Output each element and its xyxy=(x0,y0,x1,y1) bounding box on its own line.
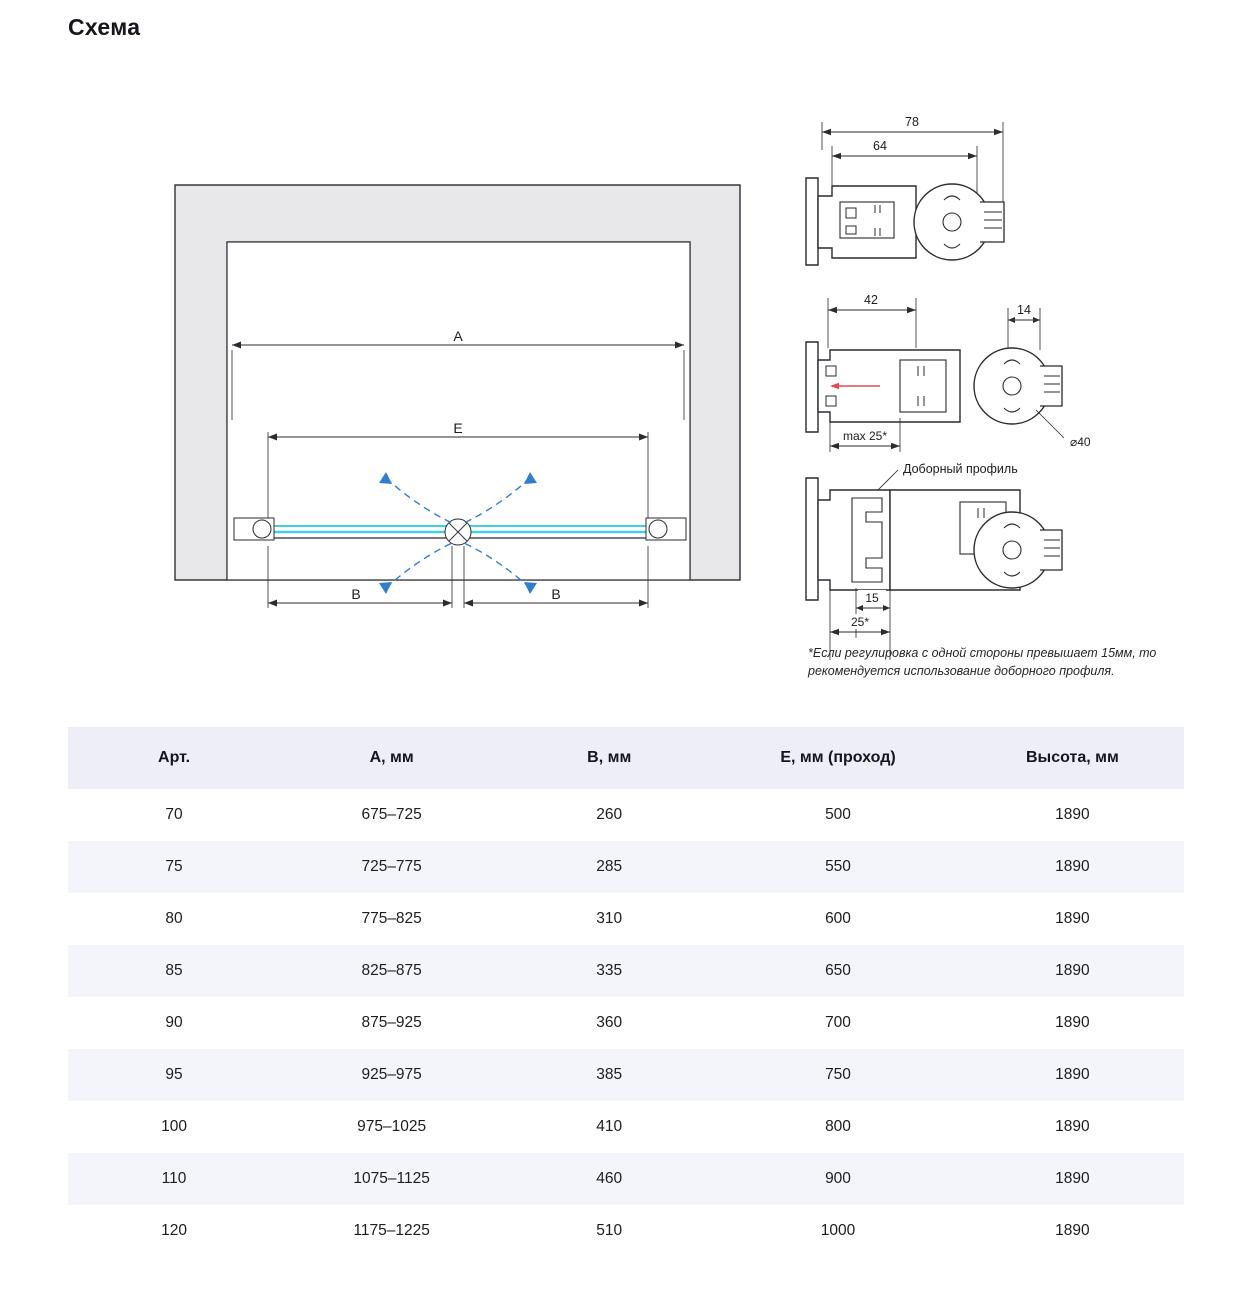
p2-max-arrow-r-icon xyxy=(891,443,900,449)
table-row xyxy=(68,893,1184,945)
cell-height: 1890 xyxy=(961,1101,1184,1153)
br-arrow-right-icon xyxy=(639,600,648,607)
p3-wall-strip xyxy=(806,478,818,600)
p2-wall-strip xyxy=(806,342,818,432)
col-header-e: E, мм (проход) xyxy=(715,727,961,789)
callout-dobornyy-profil: Доборный профиль xyxy=(903,462,1018,476)
cell-height: 1890 xyxy=(961,893,1184,945)
p2-dia-leader xyxy=(1036,410,1064,438)
spec-table xyxy=(68,727,1184,1257)
schema-diagram xyxy=(0,60,1260,700)
col-header-height: Высота, мм xyxy=(961,727,1184,789)
table-row xyxy=(68,945,1184,997)
p1-64-arrow-l-icon xyxy=(832,153,841,159)
p1-78-arrow-l-icon xyxy=(822,129,831,135)
cell-art: 75 xyxy=(68,841,280,893)
dim-14: 14 xyxy=(1017,303,1031,317)
cell-b: 360 xyxy=(503,997,715,1049)
p3-25-arrow-l-icon xyxy=(830,629,839,635)
cell-a: 675–725 xyxy=(280,789,503,841)
col-header-a: A, мм xyxy=(280,727,503,789)
cell-a: 1075–1125 xyxy=(280,1153,503,1205)
dim-78: 78 xyxy=(905,115,919,129)
p2-14-arrow-l-icon xyxy=(1008,317,1015,323)
cell-art: 120 xyxy=(68,1205,280,1257)
cell-b: 335 xyxy=(503,945,715,997)
dim-64: 64 xyxy=(873,139,887,153)
cell-b: 260 xyxy=(503,789,715,841)
p2-42-arrow-r-icon xyxy=(907,307,916,313)
table-row xyxy=(68,789,1184,841)
cell-height: 1890 xyxy=(961,1049,1184,1101)
cell-b: 385 xyxy=(503,1049,715,1101)
p2-max-arrow-l-icon xyxy=(830,443,839,449)
cell-height: 1890 xyxy=(961,841,1184,893)
right-roller-icon xyxy=(649,520,667,538)
label-b-left: B xyxy=(351,586,361,602)
table-row xyxy=(68,1049,1184,1101)
cell-art: 70 xyxy=(68,789,280,841)
page-title: Схема xyxy=(68,14,141,40)
p3-15-arrow-r-icon xyxy=(883,605,890,611)
profile-bottom-view xyxy=(806,462,1062,660)
cell-a: 975–1025 xyxy=(280,1101,503,1153)
profile-middle-view xyxy=(806,292,1091,452)
cell-a: 925–975 xyxy=(280,1049,503,1101)
left-roller-icon xyxy=(253,520,271,538)
p1-64-arrow-r-icon xyxy=(968,153,977,159)
p3-25-arrow-r-icon xyxy=(881,629,890,635)
col-header-art: Арт. xyxy=(68,727,280,789)
label-b-right: B xyxy=(551,586,561,602)
table-row xyxy=(68,1153,1184,1205)
p1-inner-cavity xyxy=(840,202,894,238)
cell-b: 285 xyxy=(503,841,715,893)
swing-head-br-icon xyxy=(524,582,537,594)
cell-a: 725–775 xyxy=(280,841,503,893)
cell-a: 825–875 xyxy=(280,945,503,997)
p2-post-center xyxy=(1003,377,1021,395)
cell-height: 1890 xyxy=(961,945,1184,997)
table-header-row xyxy=(68,727,1184,789)
p2-14-arrow-r-icon xyxy=(1033,317,1040,323)
p3-post-wing xyxy=(1040,530,1062,570)
p1-78-arrow-r-icon xyxy=(994,129,1003,135)
cell-e: 550 xyxy=(715,841,961,893)
table-header xyxy=(68,727,1184,789)
cell-e: 1000 xyxy=(715,1205,961,1257)
table-row xyxy=(68,997,1184,1049)
cell-height: 1890 xyxy=(961,1153,1184,1205)
table-body xyxy=(68,789,1184,1257)
cell-e: 650 xyxy=(715,945,961,997)
cell-b: 460 xyxy=(503,1153,715,1205)
cell-art: 80 xyxy=(68,893,280,945)
p2-post-wing xyxy=(1040,366,1062,406)
dim-15: 15 xyxy=(865,591,879,605)
label-a: A xyxy=(453,328,463,344)
p3-extension-profile xyxy=(818,490,890,590)
cell-height: 1890 xyxy=(961,789,1184,841)
cell-height: 1890 xyxy=(961,997,1184,1049)
br-arrow-left-icon xyxy=(464,600,473,607)
cell-e: 500 xyxy=(715,789,961,841)
footnote-text: *Если регулировка с одной стороны превышает 15мм, то рекомендуется использование доборного профиля. xyxy=(808,646,1157,679)
cell-art: 90 xyxy=(68,997,280,1049)
p1-wall-strip xyxy=(806,178,818,265)
p2-42-arrow-l-icon xyxy=(828,307,837,313)
table-row xyxy=(68,841,1184,893)
bl-arrow-left-icon xyxy=(268,600,277,607)
cell-e: 900 xyxy=(715,1153,961,1205)
dim-42: 42 xyxy=(864,293,878,307)
cell-art: 100 xyxy=(68,1101,280,1153)
cell-b: 310 xyxy=(503,893,715,945)
profile-top-view xyxy=(806,114,1004,265)
p1-post-center xyxy=(943,213,961,231)
cell-art: 110 xyxy=(68,1153,280,1205)
swing-head-bl-icon xyxy=(379,582,392,594)
cell-a: 875–925 xyxy=(280,997,503,1049)
cell-e: 600 xyxy=(715,893,961,945)
cell-e: 800 xyxy=(715,1101,961,1153)
dim-max-25: max 25* xyxy=(842,429,888,443)
cell-b: 510 xyxy=(503,1205,715,1257)
cell-art: 95 xyxy=(68,1049,280,1101)
schema-svg xyxy=(0,60,1260,700)
bl-arrow-right-icon xyxy=(443,600,452,607)
p3-post-center xyxy=(1003,541,1021,559)
cell-e: 750 xyxy=(715,1049,961,1101)
cell-height: 1890 xyxy=(961,1205,1184,1257)
cell-a: 775–825 xyxy=(280,893,503,945)
p2-inner-cavity xyxy=(900,360,946,412)
p3-15-arrow-l-icon xyxy=(856,605,863,611)
dim-25: 25* xyxy=(850,615,870,629)
front-view xyxy=(175,185,740,608)
dim-diameter-40: ⌀40 xyxy=(1070,435,1091,449)
table-row xyxy=(68,1205,1184,1257)
label-e: E xyxy=(453,420,463,436)
cell-b: 410 xyxy=(503,1101,715,1153)
col-header-b: B, мм xyxy=(503,727,715,789)
table-row xyxy=(68,1101,1184,1153)
cell-a: 1175–1225 xyxy=(280,1205,503,1257)
cell-art: 85 xyxy=(68,945,280,997)
cell-e: 700 xyxy=(715,997,961,1049)
p1-post-wing xyxy=(980,202,1004,242)
